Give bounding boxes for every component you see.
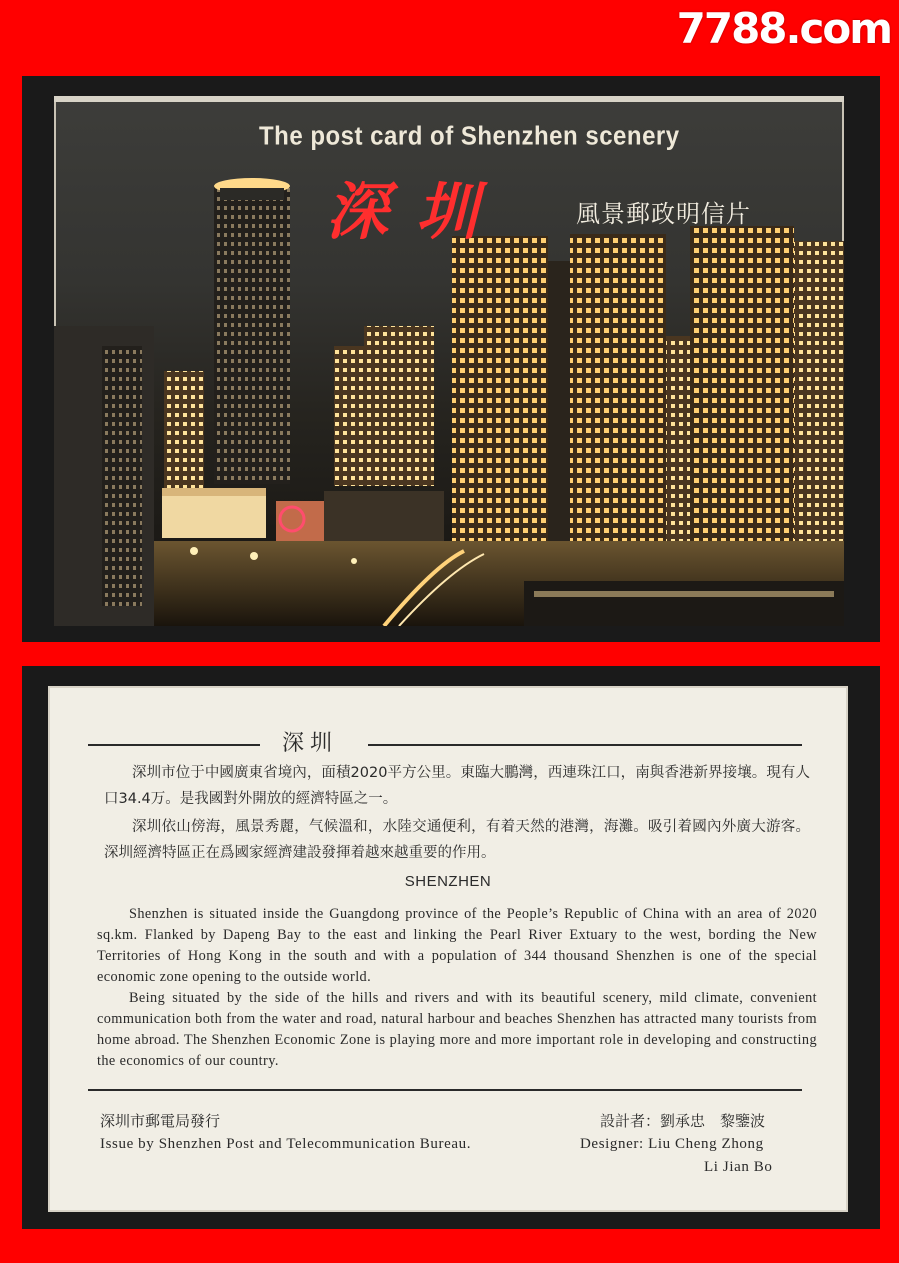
footer-rule (88, 1089, 802, 1091)
designer-english-line2: Li Jian Bo (704, 1159, 773, 1175)
chinese-paragraph-1: 深圳市位于中國廣東省境內，面積2020平方公里。東臨大鵬灣，西連珠江口，南與香港新界接壤。現有人口34.4万。是我國對外開放的經濟特區之一。 (104, 765, 810, 807)
header-rule-left (88, 744, 260, 746)
front-subtitle-chinese: 風景郵政明信片 (576, 200, 751, 228)
english-paragraph-1: Shenzhen is situated inside the Guangdong province of the People’s Republic of China with an area of 2020 sq.km. Flanked by Dapeng Bay to the east and linking the Pearl River Extuary to the west, bording the New Territories of Hong Kong in the south and with a population of 344 thousand Shenzhen is one of the special economic zone opening to the outside world. (97, 906, 817, 985)
english-heading: SHENZHEN (404, 873, 492, 890)
front-cover-panel (22, 76, 880, 642)
site-watermark: 7788.com (676, 4, 891, 53)
front-title-english: The post card of Shenzhen scenery (259, 121, 680, 152)
designer-chinese: 設計者：劉承忠 黎鑒波 (600, 1112, 766, 1130)
chinese-paragraph-2: 深圳依山傍海，風景秀麗，气候溫和，水陸交通便利，有着天然的港灣，海灘。吸引着國內外廣大游客。深圳經濟特區正在爲國家經濟建設發揮着越來越重要的作用。 (104, 819, 810, 861)
back-title-chinese: 深圳 (282, 731, 339, 756)
english-paragraph-2: Being situated by the side of the hills and rivers and with its beautiful scenery, mild climate, convenient communication both from the water and road, natural harbour and beaches Shenzhen has attracted many tourists from home abroad. The Shenzhen Economic Zone is playing more and more important role in developing and constructing the economics of our country. (97, 990, 817, 1069)
back-cover-paper (48, 686, 848, 1212)
issuer-english: Issue by Shenzhen Post and Telecommunication Bureau. (100, 1136, 472, 1152)
back-cover-panel (22, 666, 880, 1229)
issuer-chinese: 深圳市郵電局發行 (100, 1112, 221, 1130)
header-rule-right (368, 744, 802, 746)
front-cover-photo (54, 96, 844, 626)
designer-english-line1: Designer: Liu Cheng Zhong (580, 1136, 764, 1152)
front-title-chinese: 深圳 (326, 175, 507, 248)
